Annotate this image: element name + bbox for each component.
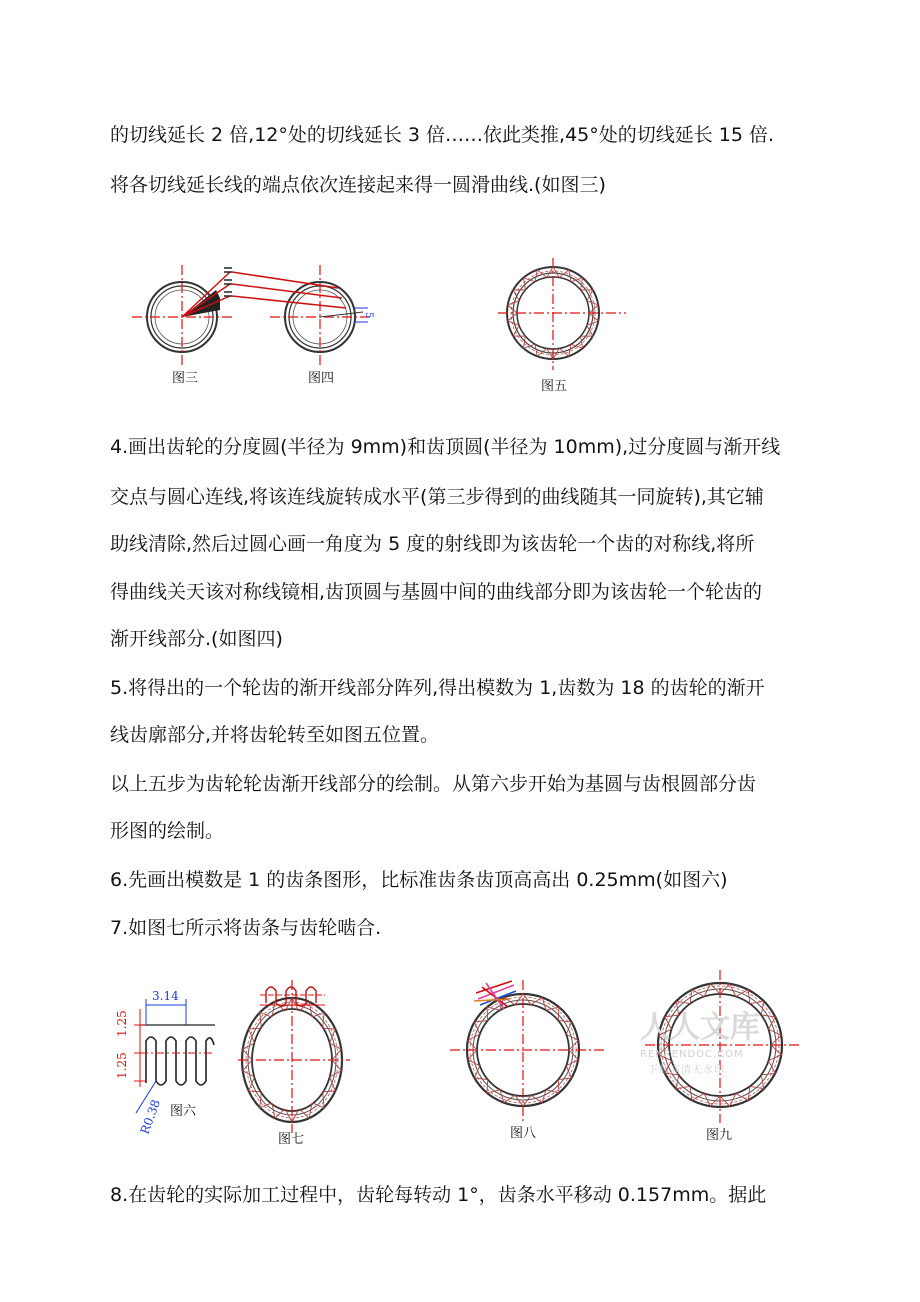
text-line-5: 助线清除,然后过圆心画一角度为 5 度的射线即为该齿轮一个齿的对称线,将所 bbox=[110, 533, 755, 555]
figure-4 bbox=[232, 265, 374, 386]
text-line-10: 以上五步为齿轮轮齿渐开线部分的绘制。从第六步开始为基圆与齿根圆部分齿 bbox=[110, 773, 757, 795]
figure-7-caption: 图七 bbox=[278, 1132, 305, 1147]
text-line-6: 得曲线关天该对称线镜相,齿顶圆与基圆中间的曲线部分即为该齿轮一个轮齿的 bbox=[110, 581, 763, 603]
watermark-url: RENRENDOC.COM bbox=[640, 1049, 744, 1060]
figure-5 bbox=[498, 258, 626, 394]
text-line-9: 线齿廓部分,并将齿轮转至如图五位置。 bbox=[110, 724, 440, 746]
figure-7 bbox=[238, 980, 350, 1147]
text-line-1: 的切线延长 2 倍,12°处的切线延长 3 倍……依此类推,45°处的切线延长 15 倍. bbox=[110, 124, 775, 146]
figure-6-radius-dimension: R0.38 bbox=[137, 1097, 164, 1137]
figure-3-caption: 图三 bbox=[172, 371, 199, 386]
text-line-13: 7.如图七所示将齿条与齿轮啮合. bbox=[110, 917, 382, 939]
watermark-tagline: 下载高清无水印 bbox=[648, 1065, 725, 1076]
figure-6-bottom-dimension: 1.25 bbox=[115, 1052, 129, 1079]
text-line-3: 4.画出齿轮的分度圆(半径为 9mm)和齿顶圆(半径为 10mm),过分度圆与渐开线 bbox=[110, 436, 781, 458]
text-line-8: 5.将得出的一个轮齿的渐开线部分阵列,得出模数为 1,齿数为 18 的齿轮的渐开 bbox=[110, 677, 765, 699]
text-line-4: 交点与圆心连线,将该连线旋转成水平(第三步得到的曲线随其一同旋转),其它辅 bbox=[110, 486, 764, 508]
figure-6 bbox=[115, 989, 215, 1136]
figure-6-width-dimension: 3.14 bbox=[152, 989, 179, 1003]
text-line-14: 8.在齿轮的实际加工过程中，齿轮每转动 1°，齿条水平移动 0.157mm。据此 bbox=[110, 1184, 767, 1206]
text-line-11: 形图的绘制。 bbox=[110, 820, 225, 842]
figure-5-caption: 图五 bbox=[541, 379, 568, 394]
figure-8 bbox=[450, 980, 605, 1141]
figure-4-caption: 图四 bbox=[308, 371, 335, 386]
figure-6-caption: 图六 bbox=[170, 1104, 197, 1119]
figure-row-1 bbox=[120, 250, 640, 400]
figure-3 bbox=[132, 265, 235, 386]
text-line-12: 6.先画出模数是 1 的齿条图形，比标准齿条齿顶高高出 0.25mm(如图六) bbox=[110, 869, 728, 891]
watermark-title: 人人文库 bbox=[640, 1010, 760, 1045]
figure-8-caption: 图八 bbox=[510, 1126, 537, 1141]
text-line-2: 将各切线延长线的端点依次连接起来得一圆滑曲线.(如图三) bbox=[110, 174, 606, 196]
figure-6-top-dimension: 1.25 bbox=[115, 1010, 129, 1037]
watermark bbox=[640, 1010, 760, 1076]
text-line-7: 渐开线部分.(如图四) bbox=[110, 628, 283, 650]
figure-4-dimension: 5 bbox=[363, 312, 374, 319]
figure-9-caption: 图九 bbox=[706, 1128, 733, 1143]
figure-row-2 bbox=[100, 965, 820, 1150]
